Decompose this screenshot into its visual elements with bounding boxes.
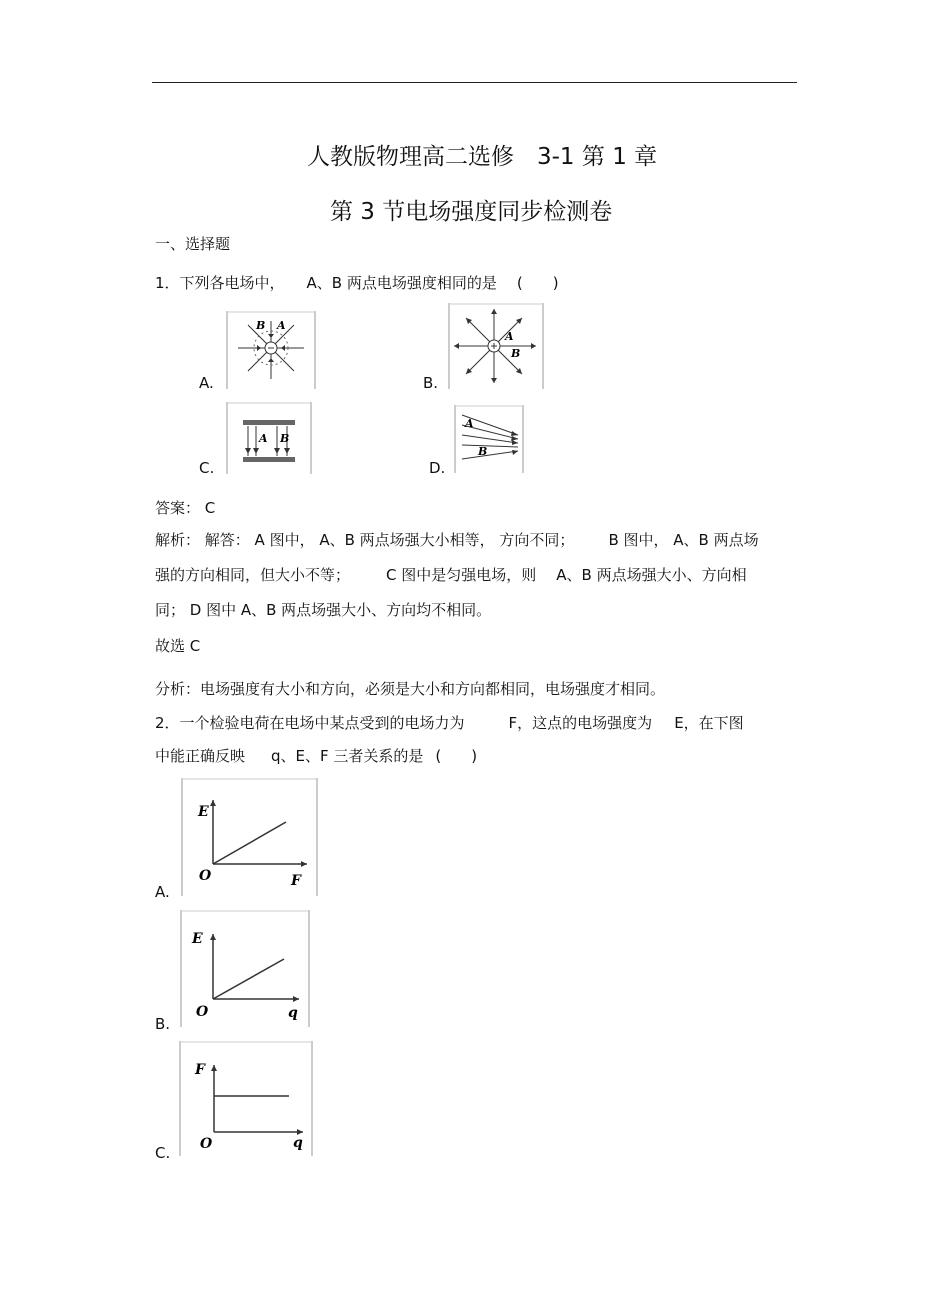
q1-answer: 答案： C (155, 499, 216, 517)
graph-b-y-label: E (192, 931, 203, 947)
graph-a-y-label: E (198, 804, 209, 820)
graph-a-origin: O (199, 868, 212, 884)
q1-note: 分析：电场强度有大小和方向，必须是大小和方向都相同，电场强度才相同。 (155, 680, 666, 698)
q2-stem-l2c: ( ) (435, 747, 478, 765)
q2-option-c-label: C. (155, 1144, 171, 1162)
q1-option-d-label: D. (429, 459, 446, 477)
fig-a-label-a: A (277, 319, 286, 332)
graph-b-x-label: q (288, 1005, 298, 1021)
q1-analysis-l2a: 强的方向相同，但大小不等； (155, 566, 351, 584)
fig-c-label-b: B (280, 432, 290, 445)
fig-b-label-a: A (505, 330, 514, 343)
q2-graph-b (180, 910, 310, 1027)
q1-analysis-l2b: C 图中是匀强电场，则 (386, 566, 537, 584)
q2-option-b-label: B. (155, 1015, 171, 1033)
q2-graph-a (181, 778, 318, 896)
graph-b-origin: O (196, 1004, 209, 1020)
q1-figure-d (454, 405, 524, 473)
fig-a-label-b: B (256, 319, 266, 332)
q1-stem-b: A、B 两点电场强度相同的是 (306, 274, 497, 292)
q2-stem-line1 (155, 713, 744, 733)
q1-figure-a (226, 311, 316, 389)
top-rule (152, 82, 797, 83)
q2-stem-l2a: 中能正确反映 (155, 747, 246, 765)
fig-b-label-b: B (511, 347, 521, 360)
graph-c-x-label: q (293, 1135, 303, 1151)
q2-option-a-label: A. (155, 883, 170, 901)
q2-graph-c (179, 1041, 313, 1156)
page-subtitle: 第 3 节电场强度同步检测卷 (330, 199, 613, 225)
graph-c-origin: O (200, 1136, 213, 1152)
fig-c-label-a: A (259, 432, 268, 445)
q1-analysis-l1a: 解析： 解答： A 图中， A、B 两点场强大小相等， 方向不同； (155, 531, 575, 549)
page-title: 人教版物理高二选修 3-1 第 1 章 (307, 144, 658, 170)
q1-stem-c: ( ) (516, 274, 559, 292)
q1-stem (155, 273, 559, 293)
section-heading: 一、选择题 (155, 235, 231, 253)
fig-d-label-a: A (465, 417, 474, 430)
q1-choice: 故选 C (155, 637, 201, 655)
q1-option-c-label: C. (199, 459, 215, 477)
q2-stem-l1a: 2．一个检验电荷在电场中某点受到的电场力为 (155, 714, 465, 732)
q1-figure-c (226, 402, 312, 474)
fig-d-label-b: B (478, 445, 488, 458)
graph-c-y-label: F (195, 1062, 205, 1078)
q2-stem-l1c: E，在下图 (674, 714, 744, 732)
q1-figure-b (448, 303, 544, 389)
q1-analysis-line1 (155, 530, 759, 550)
q2-stem-l2b: q、E、F 三者关系的是 (271, 747, 424, 765)
q1-analysis-line3: 同； D 图中 A、B 两点场强大小、方向均不相同。 (155, 601, 492, 619)
q1-option-b-label: B. (423, 374, 439, 392)
q1-analysis-l2c: A、B 两点场强大小、方向相 (556, 566, 747, 584)
q1-stem-a: 1．下列各电场中， (155, 274, 285, 292)
q2-stem-line2 (155, 746, 477, 766)
q1-option-a-label: A. (199, 374, 214, 392)
graph-a-x-label: F (291, 873, 301, 889)
q1-analysis-l1b: B 图中， A、B 两点场 (608, 531, 759, 549)
q1-analysis-line2 (155, 565, 747, 585)
q2-stem-l1b: F，这点的电场强度为 (508, 714, 653, 732)
